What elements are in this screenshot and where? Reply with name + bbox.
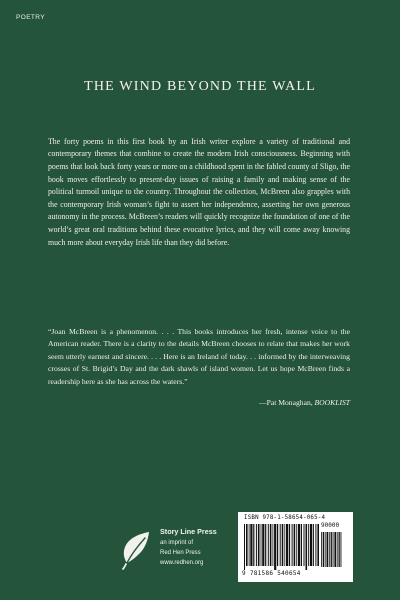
category-label: POETRY xyxy=(16,14,46,21)
publisher-name: Story Line Press xyxy=(160,527,217,536)
leaf-logo-icon xyxy=(118,530,152,570)
isbn-label: ISBN 978-1-58654-065-4 xyxy=(244,515,326,521)
publisher-website[interactable]: www.redhen.org xyxy=(160,560,204,566)
barcode-box xyxy=(238,512,353,582)
quote-source: BOOKLIST xyxy=(314,398,350,407)
book-description: The forty poems in this first book by an Irish writer explore a variety of traditional and contemporary themes that combine to create the modern Irish consciousness. Beginning with poems that look back forty years or more on a childhood spent in the fabled county of Sligo, the book moves effortlessly to present-day issues of raising a family and making sense of the political turmoil unique to the country. Throughout the collection, McBreen also grapples with the contemporary Irish woman’s fight to assert her independence, asserting her own generous autonomy in the process. McBreen’s readers will quickly recognize the foundation of one of the world’s great oral traditions behind these evocative lyrics, and they will come away knowing much more about everyday Irish life than they did before. xyxy=(48,136,350,247)
publisher-info xyxy=(160,527,217,568)
barcode-number: 9 781586 540654 xyxy=(242,570,301,577)
quote-attribution xyxy=(259,398,350,407)
book-title: THE WIND BEYOND THE WALL xyxy=(84,79,316,95)
quote-author: —Pat Monaghan, xyxy=(259,398,315,407)
barcode-icon xyxy=(244,524,342,571)
publisher-line-1: an imprint of xyxy=(160,540,194,546)
review-quote: “Joan McBreen is a phenomenon. . . . This books introduces her fresh, intense voice to the American reader. There is a clarity to the details McBreen chooses to relate that makes her work seem utterly earnest and sincere. . . . Here is an Ireland of today. . . informed by the interweaving crosses of St. Brigid’s Day and the dark shawls of island women. Let us hope McBreen finds a readership here as she has across the waters.” xyxy=(48,326,350,387)
publisher-line-2: Red Hen Press xyxy=(160,550,201,556)
price-code: 90000 xyxy=(321,522,340,529)
